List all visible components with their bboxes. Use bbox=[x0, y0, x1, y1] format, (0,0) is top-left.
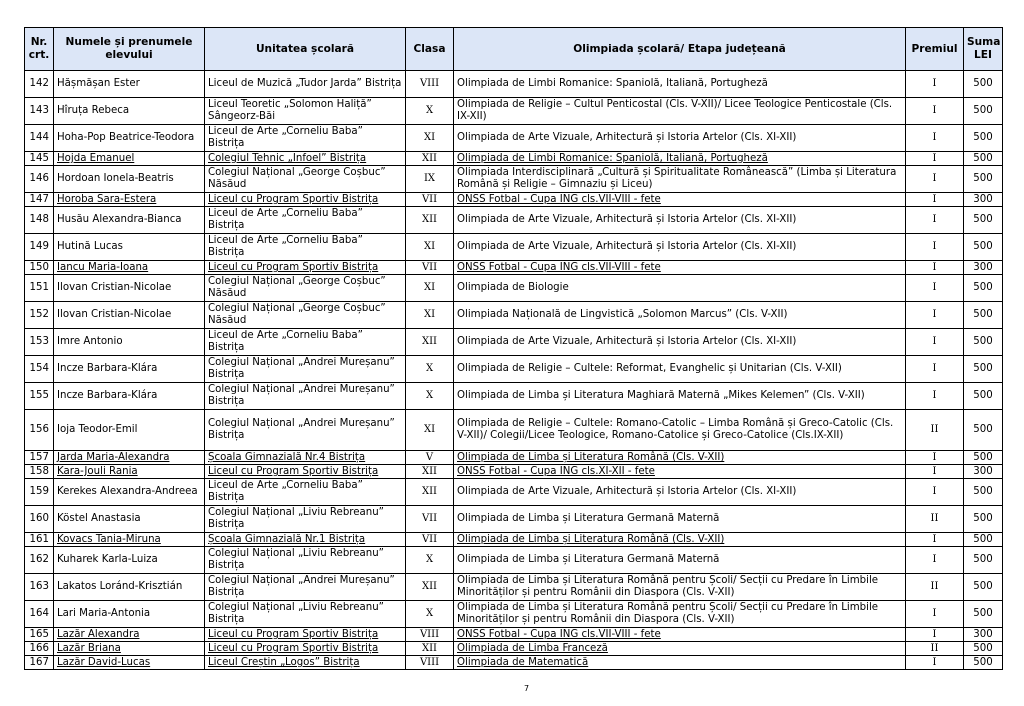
table-row bbox=[25, 275, 1003, 302]
student-name: Iancu Maria-Ioana bbox=[54, 261, 205, 275]
page-number: 7 bbox=[524, 684, 530, 693]
award-sum: 500 bbox=[964, 574, 1003, 601]
class-level: V bbox=[406, 451, 454, 465]
table-row bbox=[25, 125, 1003, 152]
award-sum: 500 bbox=[964, 601, 1003, 628]
prize-rank: II bbox=[906, 574, 964, 601]
row-nr: 152 bbox=[25, 302, 54, 329]
prize-rank: I bbox=[906, 234, 964, 261]
student-name: Incze Barbara-Klára bbox=[54, 356, 205, 383]
row-nr: 160 bbox=[25, 506, 54, 533]
class-level: XI bbox=[406, 275, 454, 302]
awards-table bbox=[24, 27, 1003, 670]
olympiad-name: Olimpiada de Arte Vizuale, Arhitectură și Istoria Artelor (Cls. XI-XII) bbox=[454, 329, 906, 356]
school-name: Liceul cu Program Sportiv Bistrița bbox=[205, 193, 406, 207]
olympiad-name: Olimpiada de Limba Franceză bbox=[454, 642, 906, 656]
class-level: VIII bbox=[406, 628, 454, 642]
school-name: Liceul cu Program Sportiv Bistrița bbox=[205, 642, 406, 656]
table-row bbox=[25, 642, 1003, 656]
row-nr: 161 bbox=[25, 533, 54, 547]
row-nr: 163 bbox=[25, 574, 54, 601]
school-name: Colegiul Național „Andrei Mureșanu” Bistrița bbox=[205, 356, 406, 383]
olympiad-name: Olimpiada de Biologie bbox=[454, 275, 906, 302]
olympiad-name: Olimpiada de Limba și Literatura Română (Cls. V-XII) bbox=[454, 451, 906, 465]
award-sum: 500 bbox=[964, 410, 1003, 451]
prize-rank: I bbox=[906, 275, 964, 302]
school-name: Colegiul Național „Liviu Rebreanu” Bistrița bbox=[205, 547, 406, 574]
olympiad-name: Olimpiada de Limba și Literatura Maghiară Maternă „Mikes Kelemen” (Cls. V-XII) bbox=[454, 383, 906, 410]
class-level: XI bbox=[406, 302, 454, 329]
award-sum: 500 bbox=[964, 207, 1003, 234]
table-row bbox=[25, 506, 1003, 533]
class-level: XII bbox=[406, 152, 454, 166]
row-nr: 150 bbox=[25, 261, 54, 275]
student-name: Hutină Lucas bbox=[54, 234, 205, 261]
table-row bbox=[25, 383, 1003, 410]
olympiad-name: Olimpiada de Limba și Literatura Română (Cls. V-XII) bbox=[454, 533, 906, 547]
award-sum: 500 bbox=[964, 125, 1003, 152]
prize-rank: I bbox=[906, 125, 964, 152]
class-level: X bbox=[406, 98, 454, 125]
olympiad-name: Olimpiada de Arte Vizuale, Arhitectură și Istoria Artelor (Cls. XI-XII) bbox=[454, 125, 906, 152]
table-row bbox=[25, 656, 1003, 670]
class-level: XII bbox=[406, 465, 454, 479]
student-name: Horoba Sara-Estera bbox=[54, 193, 205, 207]
header-prize: Premiul bbox=[906, 28, 964, 71]
award-sum: 500 bbox=[964, 451, 1003, 465]
class-level: X bbox=[406, 547, 454, 574]
prize-rank: I bbox=[906, 261, 964, 275]
class-level: XI bbox=[406, 234, 454, 261]
class-level: VII bbox=[406, 261, 454, 275]
row-nr: 167 bbox=[25, 656, 54, 670]
table-row bbox=[25, 356, 1003, 383]
table-row bbox=[25, 628, 1003, 642]
class-level: VII bbox=[406, 533, 454, 547]
table-row bbox=[25, 98, 1003, 125]
prize-rank: I bbox=[906, 193, 964, 207]
school-name: Liceul Creștin „Logos” Bistrița bbox=[205, 656, 406, 670]
table-row bbox=[25, 207, 1003, 234]
class-level: VII bbox=[406, 193, 454, 207]
prize-rank: I bbox=[906, 465, 964, 479]
row-nr: 151 bbox=[25, 275, 54, 302]
class-level: XI bbox=[406, 410, 454, 451]
prize-rank: I bbox=[906, 601, 964, 628]
award-sum: 300 bbox=[964, 628, 1003, 642]
class-level: X bbox=[406, 601, 454, 628]
olympiad-name: ONSS Fotbal - Cupa ING cls.XI-XII - fete bbox=[454, 465, 906, 479]
table-row bbox=[25, 234, 1003, 261]
header-school: Unitatea școlară bbox=[205, 28, 406, 71]
award-sum: 500 bbox=[964, 71, 1003, 98]
student-name: Kerekes Alexandra-Andreea bbox=[54, 479, 205, 506]
prize-rank: I bbox=[906, 98, 964, 125]
row-nr: 143 bbox=[25, 98, 54, 125]
prize-rank: I bbox=[906, 356, 964, 383]
table-row bbox=[25, 574, 1003, 601]
olympiad-name: Olimpiada de Limba și Literatura Română pentru Școli/ Secții cu Predare în Limbile Minorităților și pentru Românii din Diaspora (Cls. V-XII) bbox=[454, 601, 906, 628]
row-nr: 142 bbox=[25, 71, 54, 98]
school-name: Liceul de Muzică „Tudor Jarda” Bistrița bbox=[205, 71, 406, 98]
student-name: Hîruța Rebeca bbox=[54, 98, 205, 125]
row-nr: 148 bbox=[25, 207, 54, 234]
award-sum: 500 bbox=[964, 152, 1003, 166]
prize-rank: I bbox=[906, 383, 964, 410]
student-name: Lari Maria-Antonia bbox=[54, 601, 205, 628]
olympiad-name: Olimpiada Națională de Lingvistică „Solomon Marcus” (Cls. V-XII) bbox=[454, 302, 906, 329]
award-sum: 500 bbox=[964, 506, 1003, 533]
student-name: Hordoan Ionela-Beatris bbox=[54, 166, 205, 193]
prize-rank: I bbox=[906, 71, 964, 98]
table-row bbox=[25, 152, 1003, 166]
award-sum: 500 bbox=[964, 234, 1003, 261]
class-level: VIII bbox=[406, 656, 454, 670]
prize-rank: I bbox=[906, 656, 964, 670]
student-name: Lakatos Loránd-Krisztián bbox=[54, 574, 205, 601]
table-row bbox=[25, 533, 1003, 547]
class-level: X bbox=[406, 383, 454, 410]
student-name: Imre Antonio bbox=[54, 329, 205, 356]
student-name: Hojda Emanuel bbox=[54, 152, 205, 166]
award-sum: 300 bbox=[964, 193, 1003, 207]
award-sum: 500 bbox=[964, 275, 1003, 302]
row-nr: 158 bbox=[25, 465, 54, 479]
student-name: Ilovan Cristian-Nicolae bbox=[54, 302, 205, 329]
table-row bbox=[25, 410, 1003, 451]
olympiad-name: Olimpiada de Limba și Literatura Germană Maternă bbox=[454, 506, 906, 533]
olympiad-name: Olimpiada de Limbi Romanice: Spaniolă, Italiană, Portugheză bbox=[454, 152, 906, 166]
school-name: Liceul de Arte „Corneliu Baba” Bistrița bbox=[205, 125, 406, 152]
school-name: Liceul Teoretic „Solomon Haliță” Sângeorz-Băi bbox=[205, 98, 406, 125]
school-name: Colegiul Național „George Coșbuc” Năsăud bbox=[205, 275, 406, 302]
student-name: Jarda Maria-Alexandra bbox=[54, 451, 205, 465]
row-nr: 157 bbox=[25, 451, 54, 465]
award-sum: 500 bbox=[964, 547, 1003, 574]
award-sum: 500 bbox=[964, 642, 1003, 656]
class-level: XII bbox=[406, 479, 454, 506]
row-nr: 162 bbox=[25, 547, 54, 574]
school-name: Colegiul Național „Liviu Rebreanu” Bistrița bbox=[205, 601, 406, 628]
header-olympiad: Olimpiada școlară/ Etapa județeană bbox=[454, 28, 906, 71]
row-nr: 154 bbox=[25, 356, 54, 383]
school-name: Școala Gimnazială Nr.4 Bistrița bbox=[205, 451, 406, 465]
class-level: XII bbox=[406, 207, 454, 234]
award-sum: 500 bbox=[964, 329, 1003, 356]
student-name: Kuharek Karla-Luiza bbox=[54, 547, 205, 574]
school-name: Liceul de Arte „Corneliu Baba” Bistrița bbox=[205, 207, 406, 234]
olympiad-name: Olimpiada de Limba și Literatura Germană Maternă bbox=[454, 547, 906, 574]
row-nr: 144 bbox=[25, 125, 54, 152]
row-nr: 145 bbox=[25, 152, 54, 166]
table-row bbox=[25, 601, 1003, 628]
class-level: XI bbox=[406, 125, 454, 152]
school-name: Colegiul Național „George Coșbuc” Năsăud bbox=[205, 302, 406, 329]
olympiad-name: ONSS Fotbal - Cupa ING cls.VII-VIII - fete bbox=[454, 193, 906, 207]
class-level: XII bbox=[406, 329, 454, 356]
table-row bbox=[25, 261, 1003, 275]
award-sum: 500 bbox=[964, 98, 1003, 125]
school-name: Colegiul Național „Liviu Rebreanu” Bistrița bbox=[205, 506, 406, 533]
row-nr: 164 bbox=[25, 601, 54, 628]
prize-rank: I bbox=[906, 628, 964, 642]
school-name: Liceul de Arte „Corneliu Baba” Bistrița bbox=[205, 234, 406, 261]
row-nr: 146 bbox=[25, 166, 54, 193]
olympiad-name: Olimpiada de Religie – Cultul Penticostal (Cls. V-XII)/ Licee Teologice Penticostale (Cls. IX-XII) bbox=[454, 98, 906, 125]
row-nr: 166 bbox=[25, 642, 54, 656]
row-nr: 149 bbox=[25, 234, 54, 261]
award-sum: 500 bbox=[964, 302, 1003, 329]
award-sum: 500 bbox=[964, 383, 1003, 410]
olympiad-name: Olimpiada de Arte Vizuale, Arhitectură și Istoria Artelor (Cls. XI-XII) bbox=[454, 234, 906, 261]
olympiad-name: Olimpiada de Limbi Romanice: Spaniolă, Italiană, Portugheză bbox=[454, 71, 906, 98]
school-name: Liceul cu Program Sportiv Bistrița bbox=[205, 465, 406, 479]
award-sum: 300 bbox=[964, 261, 1003, 275]
row-nr: 155 bbox=[25, 383, 54, 410]
table-row bbox=[25, 479, 1003, 506]
prize-rank: I bbox=[906, 533, 964, 547]
olympiad-name: Olimpiada de Arte Vizuale, Arhitectură și Istoria Artelor (Cls. XI-XII) bbox=[454, 207, 906, 234]
award-sum: 500 bbox=[964, 533, 1003, 547]
prize-rank: I bbox=[906, 451, 964, 465]
student-name: Kara-Jouli Rania bbox=[54, 465, 205, 479]
award-sum: 500 bbox=[964, 479, 1003, 506]
olympiad-name: Olimpiada de Religie – Cultele: Romano-Catolic – Limba Română și Greco-Catolic (Cls. V-XII)/ Colegii/Licee Teologice, Romano-Catolice și Greco-Catolice (Cls.IX-XII) bbox=[454, 410, 906, 451]
olympiad-name: Olimpiada de Limba și Literatura Română pentru Școli/ Secții cu Predare în Limbile Minorităților și pentru Românii din Diaspora (Cls. V-XII) bbox=[454, 574, 906, 601]
prize-rank: I bbox=[906, 166, 964, 193]
school-name: Colegiul Național „George Coșbuc” Năsăud bbox=[205, 166, 406, 193]
school-name: Liceul de Arte „Corneliu Baba” Bistrița bbox=[205, 479, 406, 506]
class-level: IX bbox=[406, 166, 454, 193]
class-level: XII bbox=[406, 574, 454, 601]
student-name: Incze Barbara-Klára bbox=[54, 383, 205, 410]
student-name: Köstel Anastasia bbox=[54, 506, 205, 533]
table-row bbox=[25, 329, 1003, 356]
award-sum: 500 bbox=[964, 656, 1003, 670]
row-nr: 165 bbox=[25, 628, 54, 642]
prize-rank: II bbox=[906, 642, 964, 656]
olympiad-name: Olimpiada de Religie – Cultele: Reformat, Evanghelic și Unitarian (Cls. V-XII) bbox=[454, 356, 906, 383]
school-name: Colegiul Național „Andrei Mureșanu” Bistrița bbox=[205, 410, 406, 451]
prize-rank: II bbox=[906, 410, 964, 451]
prize-rank: II bbox=[906, 506, 964, 533]
school-name: Colegiul Național „Andrei Mureșanu” Bistrița bbox=[205, 574, 406, 601]
student-name: Hășmășan Ester bbox=[54, 71, 205, 98]
row-nr: 147 bbox=[25, 193, 54, 207]
header-class: Clasa bbox=[406, 28, 454, 71]
award-sum: 500 bbox=[964, 166, 1003, 193]
table-row bbox=[25, 166, 1003, 193]
header-nr: Nr. crt. bbox=[25, 28, 54, 71]
student-name: Lazăr Alexandra bbox=[54, 628, 205, 642]
olympiad-name: ONSS Fotbal - Cupa ING cls.VII-VIII - fete bbox=[454, 628, 906, 642]
table-row bbox=[25, 71, 1003, 98]
class-level: VIII bbox=[406, 71, 454, 98]
olympiad-name: Olimpiada de Arte Vizuale, Arhitectură și Istoria Artelor (Cls. XI-XII) bbox=[454, 479, 906, 506]
student-name: Ilovan Cristian-Nicolae bbox=[54, 275, 205, 302]
award-sum: 500 bbox=[964, 356, 1003, 383]
table-header-row bbox=[25, 28, 1003, 71]
prize-rank: I bbox=[906, 207, 964, 234]
prize-rank: I bbox=[906, 152, 964, 166]
prize-rank: I bbox=[906, 479, 964, 506]
school-name: Colegiul Tehnic „Infoel” Bistrița bbox=[205, 152, 406, 166]
student-name: Hoha-Pop Beatrice-Teodora bbox=[54, 125, 205, 152]
school-name: Liceul de Arte „Corneliu Baba” Bistrița bbox=[205, 329, 406, 356]
prize-rank: I bbox=[906, 302, 964, 329]
olympiad-name: Olimpiada Interdisciplinară „Cultură și Spiritualitate Românească” (Limba și Literatura Română și Religie – Gimnaziu și Liceu) bbox=[454, 166, 906, 193]
table-row bbox=[25, 465, 1003, 479]
table-row bbox=[25, 451, 1003, 465]
header-name: Numele și prenumele elevului bbox=[54, 28, 205, 71]
row-nr: 159 bbox=[25, 479, 54, 506]
student-name: Kovacs Tania-Miruna bbox=[54, 533, 205, 547]
prize-rank: I bbox=[906, 329, 964, 356]
class-level: XII bbox=[406, 642, 454, 656]
student-name: Husău Alexandra-Bianca bbox=[54, 207, 205, 234]
school-name: Școala Gimnazială Nr.1 Bistrița bbox=[205, 533, 406, 547]
student-name: Ioja Teodor-Emil bbox=[54, 410, 205, 451]
school-name: Liceul cu Program Sportiv Bistrița bbox=[205, 261, 406, 275]
class-level: X bbox=[406, 356, 454, 383]
class-level: VII bbox=[406, 506, 454, 533]
table-row bbox=[25, 193, 1003, 207]
table-row bbox=[25, 302, 1003, 329]
prize-rank: I bbox=[906, 547, 964, 574]
olympiad-name: ONSS Fotbal - Cupa ING cls.VII-VIII - fete bbox=[454, 261, 906, 275]
student-name: Lazăr David-Lucas bbox=[54, 656, 205, 670]
row-nr: 156 bbox=[25, 410, 54, 451]
student-name: Lazăr Briana bbox=[54, 642, 205, 656]
table-row bbox=[25, 547, 1003, 574]
row-nr: 153 bbox=[25, 329, 54, 356]
olympiad-name: Olimpiada de Matematică bbox=[454, 656, 906, 670]
header-sum: Suma LEI bbox=[964, 28, 1003, 71]
award-sum: 300 bbox=[964, 465, 1003, 479]
school-name: Liceul cu Program Sportiv Bistrița bbox=[205, 628, 406, 642]
school-name: Colegiul Național „Andrei Mureșanu” Bistrița bbox=[205, 383, 406, 410]
